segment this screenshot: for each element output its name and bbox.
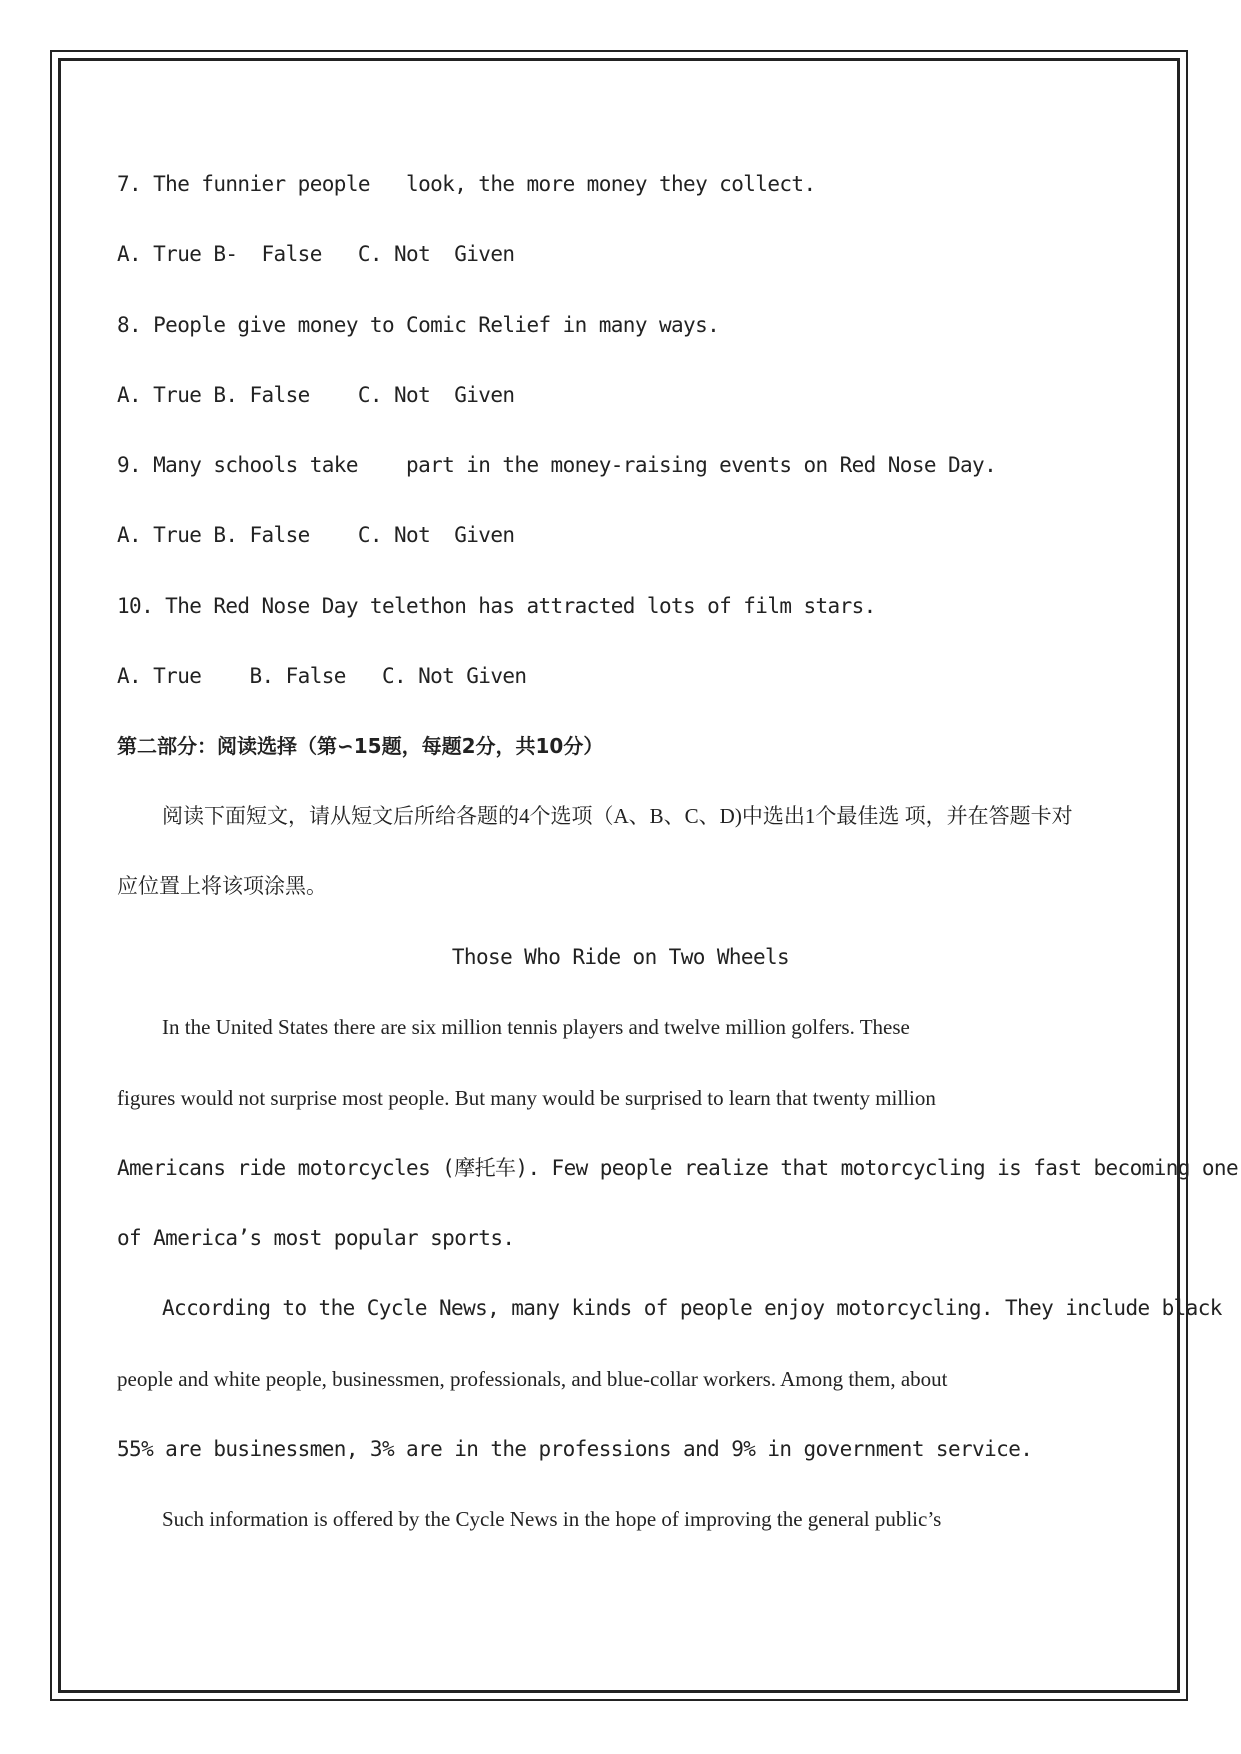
question-7-options: A. True B- False C. Not Given	[117, 242, 515, 266]
passage-line-4: of America’s most popular sports.	[117, 1226, 515, 1250]
passage-line-8: Such information is offered by the Cycle News in the hope of improving the general public’s	[162, 1507, 942, 1531]
section-2-instruction-line2: 应位置上将该项涂黑。	[117, 874, 327, 898]
question-10-options: A. True B. False C. Not Given	[117, 664, 527, 688]
question-8-options: A. True B. False C. Not Given	[117, 383, 515, 407]
question-10-stem: 10. The Red Nose Day telethon has attracted lots of film stars.	[117, 594, 876, 618]
passage-line-7: 55% are businessmen, 3% are in the professions and 9% in government service.	[117, 1437, 1033, 1461]
question-7-stem: 7. The funnier people look, the more money they collect.	[117, 172, 816, 196]
section-2-heading: 第二部分：阅读选择（第∽15题，每题2分，共10分）	[117, 734, 604, 758]
passage-line-2: figures would not surprise most people. But many would be surprised to learn that twenty million	[117, 1086, 936, 1110]
question-9-stem: 9. Many schools take part in the money-raising events on Red Nose Day.	[117, 453, 997, 477]
passage-line-1: In the United States there are six million tennis players and twelve million golfers. These	[162, 1015, 910, 1039]
section-2-instruction-line1: 阅读下面短文，请从短文后所给各题的4个选项（A、B、C、D)中选出1个最佳选 项，并在答题卡对	[162, 804, 1073, 828]
passage-title: Those Who Ride on Two Wheels	[451, 945, 790, 969]
passage-line-5: According to the Cycle News, many kinds of people enjoy motorcycling. They include black	[162, 1296, 1222, 1320]
passage-line-6: people and white people, businessmen, professionals, and blue-collar workers. Among them, about	[117, 1367, 948, 1391]
question-9-options: A. True B. False C. Not Given	[117, 523, 515, 547]
question-8-stem: 8. People give money to Comic Relief in many ways.	[117, 313, 720, 337]
passage-line-3: Americans ride motorcycles (摩托车). Few people realize that motorcycling is fast becoming one	[117, 1156, 1238, 1180]
